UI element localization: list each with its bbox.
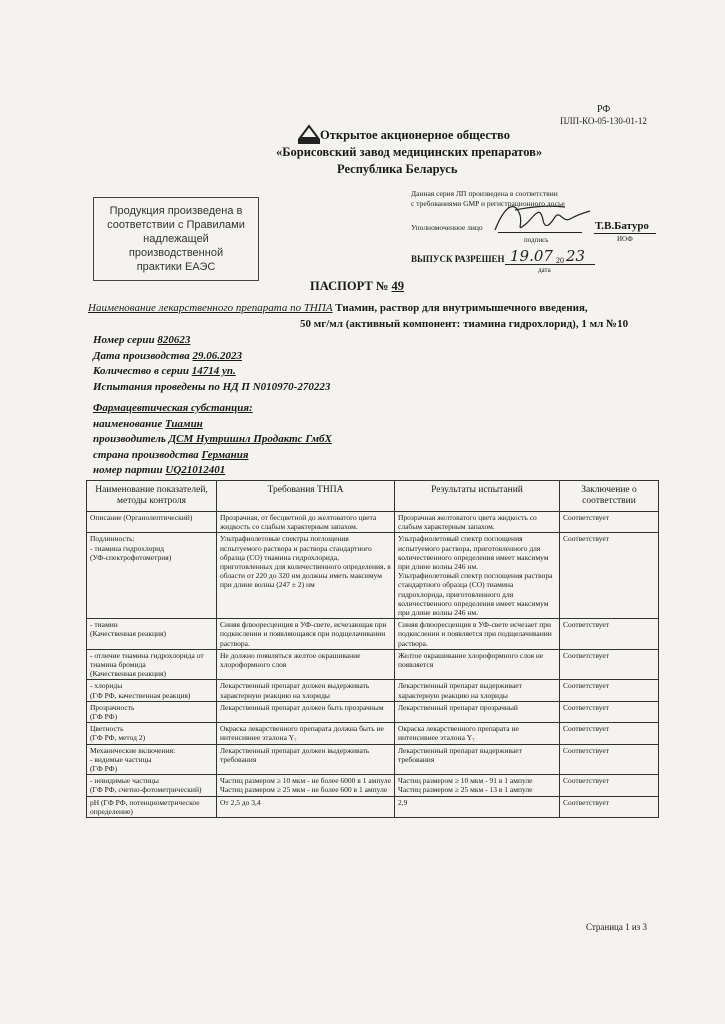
authorized-person: Т.В.Батуро — [595, 220, 649, 232]
stamp-line: практики ЕАЭС — [136, 261, 216, 273]
signature-icon — [485, 195, 595, 240]
table-row — [87, 680, 659, 701]
table-cell-c1: - невидимые частицы (ГФ РФ, счетно-фотометрический) — [87, 775, 217, 796]
table-cell-c1: - тиамин (Качественная реакция) — [87, 619, 217, 650]
table-row — [87, 775, 659, 796]
date-row: Дата производства 29.06.2023 — [93, 349, 242, 362]
batch-info — [93, 333, 330, 395]
drug-name-label: Наименование лекарственного препарата по ТНПА — [88, 302, 333, 314]
table-cell-c3: Лекарственный препарат выдерживает характерную реакцию на хлориды — [395, 680, 560, 701]
table-cell-c2: Частиц размером ≥ 10 мкм - не более 6000 в 1 ампуле Частиц размером ≥ 25 мкм - не более 600 в 1 ампуле — [217, 775, 395, 796]
country-code: РФ — [597, 104, 611, 115]
table-body — [87, 512, 659, 818]
substance-info — [93, 401, 332, 479]
table-row — [87, 533, 659, 619]
table-cell-c4: Соответствует — [560, 533, 659, 619]
qty-value: 14714 уп. — [191, 365, 236, 377]
table-cell-c1: Подлинность: - тиамина гидрохлорид (УФ-спектрофотометрия) — [87, 533, 217, 619]
table-cell-c4: Соответствует — [560, 775, 659, 796]
table-cell-c2: Не должно появляться желтое окрашивание хлороформного слоя — [217, 649, 395, 680]
substance-country-row: страна производства Германия — [93, 448, 249, 461]
authorized-label: Уполномоченное лицо — [411, 223, 483, 232]
table-cell-c1: Описание (Органолептический) — [87, 512, 217, 533]
table-cell-c4: Соответствует — [560, 512, 659, 533]
header-results: Результаты испытаний — [395, 481, 560, 512]
company-line3: Республика Беларусь — [337, 162, 458, 176]
page-number: Страница 1 из 3 — [586, 922, 647, 932]
table-cell-c3: Синяя флюоресценция в УФ-свете исчезает при подкислении и появляется при подщелачивании раствора. — [395, 619, 560, 650]
table-cell-c2: Окраска лекарственного препарата должна быть не интенсивнее эталона Y₇ — [217, 723, 395, 744]
table-cell-c4: Соответствует — [560, 649, 659, 680]
substance-maker-row: производитель ДСМ Нутришнл Продактс ГмбХ — [93, 433, 332, 445]
passport-title — [310, 279, 404, 294]
release-text-2: с требованиями GMP и регистрационного досье — [411, 199, 565, 208]
passport-number: 49 — [391, 279, 405, 293]
table-cell-c3: Лекарственный препарат выдерживает требования — [395, 744, 560, 775]
table-cell-c4: Соответствует — [560, 680, 659, 701]
substance-lot: UQ21012401 — [165, 464, 226, 476]
release-text-1: Данная серия ЛП произведена в соответствии — [411, 189, 558, 198]
table-cell-c4: Соответствует — [560, 723, 659, 744]
table-cell-c3: Ультрафиолетовый спектр поглощения испытуемого раствора, приготовленного для количественного определения имеет максимум при длине волны 246 нм. Ультрафиолетовый спектр поглощения раствора стандартного образца (СО) тиамина гидрохлорида, приготовленного для количественного определения имеет максимум при длине волны 246 нм. — [395, 533, 560, 619]
drug-name-line1 — [88, 302, 588, 314]
stamp-line: Продукция произведена в — [109, 205, 243, 217]
header-conclusion: Заключение о соответствии — [560, 481, 659, 512]
table-cell-c3: 2,9 — [395, 796, 560, 817]
company-line1: Открытое акционерное общество — [320, 128, 510, 142]
table-row — [87, 744, 659, 775]
table-cell-c4: Соответствует — [560, 796, 659, 817]
table-row — [87, 649, 659, 680]
date-label: дата — [538, 266, 551, 274]
gmp-stamp — [93, 197, 259, 281]
release-label: ВЫПУСК РАЗРЕШЕН — [411, 254, 505, 264]
signature-label: подпись — [524, 236, 549, 244]
table-cell-c1: - хлориды (ГФ РФ, качественная реакция) — [87, 680, 217, 701]
substance-name: Тиамин — [164, 417, 203, 430]
series-row: Номер серии 820623 — [93, 334, 191, 346]
table-header-row — [87, 481, 659, 512]
results-table — [86, 480, 659, 818]
stamp-line: соответствии с Правилами — [107, 219, 245, 231]
table-cell-c2: Лекарственный препарат должен быть прозрачным — [217, 701, 395, 722]
logo-icon — [296, 124, 322, 146]
table-row — [87, 619, 659, 650]
table-cell-c1: Механические включения: - видимые частицы (ГФ РФ) — [87, 744, 217, 775]
qty-row: Количество в серии 14714 уп. — [93, 365, 236, 377]
table-cell-c2: От 2,5 до 3,4 — [217, 796, 395, 817]
release-date-hand: 19.07 — [510, 247, 553, 265]
table-row — [87, 723, 659, 744]
table-cell-c2: Ультрафиолетовые спектры поглощения испытуемого раствора и раствора стандартного образца (СО) тиамина гидрохлорида, приготовленных для количественного определения, в области от 220 до 320 нм должны иметь максимум при длине волны (247 ± 2) нм — [217, 533, 395, 619]
header-requirements: Требования ТНПА — [217, 481, 395, 512]
substance-lot-row: номер партии UQ21012401 — [93, 464, 226, 476]
person-line — [594, 233, 656, 234]
table-cell-c4: Соответствует — [560, 701, 659, 722]
table-cell-c3: Прозрачная желтоватого цвета жидкость со слабым характерным запахом. — [395, 512, 560, 533]
table-cell-c2: Синяя флюоресценция в УФ-свете, исчезающая при подкислении и появляющаяся при подщелачивании раствора. — [217, 619, 395, 650]
drug-name-line2: 50 мг/мл (активный компонент: тиамина гидрохлорид), 1 мл №10 — [300, 318, 629, 330]
substance-name-row: наименование Тиамин — [93, 417, 203, 430]
table-cell-c2: Лекарственный препарат должен выдерживать характерную реакцию на хлориды — [217, 680, 395, 701]
table-cell-c3: Частиц размером ≥ 10 мкм - 91 в 1 ампуле Частиц размером ≥ 25 мкм - 13 в 1 ампуле — [395, 775, 560, 796]
tests-row: Испытания проведены по НД П N010970-270223 — [93, 380, 331, 393]
table-row — [87, 701, 659, 722]
year-prefix: 20 — [556, 256, 564, 265]
year-hand: 23 — [566, 247, 586, 265]
table-row — [87, 796, 659, 817]
table-cell-c1: Прозрачность (ГФ РФ) — [87, 701, 217, 722]
table-cell-c2: Прозрачная, от бесцветной до желтоватого цвета жидкость со слабым характерным запахом. — [217, 512, 395, 533]
form-code: ПЛП-КО-05-130-01-12 — [560, 116, 647, 126]
fio-label: ИОФ — [617, 235, 633, 243]
table-cell-c3: Окраска лекарственного препарата не интенсивнее эталона Y₇ — [395, 723, 560, 744]
table-cell-c3: Желтое окрашивание хлороформного слоя не появляется — [395, 649, 560, 680]
table-cell-c1: pH (ГФ РФ, потенциометрическое определение) — [87, 796, 217, 817]
table-cell-c1: Цветность (ГФ РФ, метод 2) — [87, 723, 217, 744]
header-indicator: Наименование показателей, методы контроля — [87, 481, 217, 512]
company-line2: «Борисовский завод медицинских препаратов» — [276, 145, 543, 159]
substance-header: Фармацевтическая субстанция: — [93, 402, 253, 414]
table-cell-c2: Лекарственный препарат должен выдерживать требования — [217, 744, 395, 775]
passport-label: ПАСПОРТ № — [310, 279, 389, 293]
stamp-line: надлежащей производственной — [128, 233, 224, 259]
table-row — [87, 512, 659, 533]
table-cell-c1: - отличие тиамина гидрохлорида от тиамина бромида (Качественная реакция) — [87, 649, 217, 680]
company-logo — [296, 124, 322, 146]
table-cell-c4: Соответствует — [560, 619, 659, 650]
substance-maker: ДСМ Нутришнл Продактс ГмбХ — [168, 433, 332, 445]
date-value: 29.06.2023 — [192, 349, 242, 362]
drug-name-value: Тиамин, раствор для внутримышечного введения, — [335, 302, 588, 314]
series-value: 820623 — [157, 334, 191, 346]
substance-country: Германия — [201, 448, 249, 461]
table-cell-c3: Лекарственный препарат прозрачный — [395, 701, 560, 722]
table-cell-c4: Соответствует — [560, 744, 659, 775]
